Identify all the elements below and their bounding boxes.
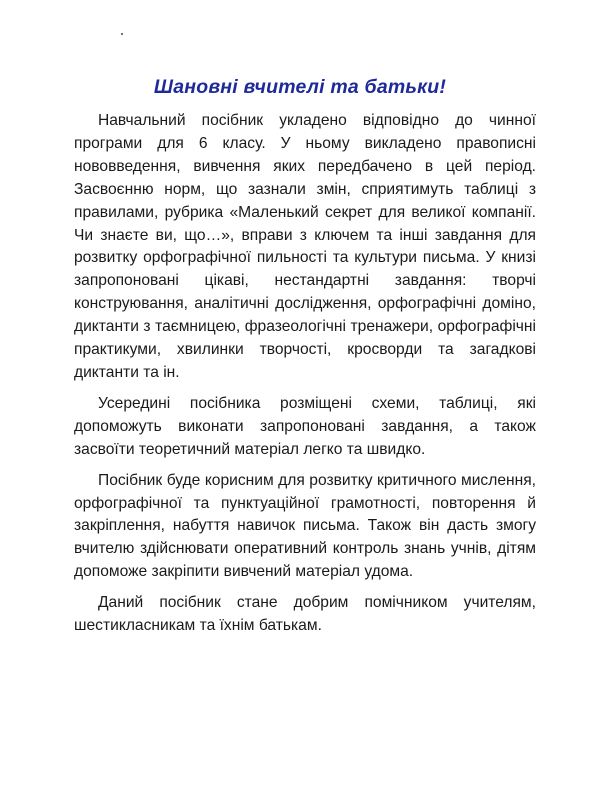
body-text: [74, 110, 536, 646]
paragraph-contents: Усередині посібника розміщені схеми, таблиці, які допоможуть виконати запропоновані завдання, а також засвоїти теоретичний матеріал легко та швидко.: [74, 394, 536, 458]
paragraph-closing: Даний посібник стане добрим помічником учителям, шестикласникам та їхнім батькам.: [74, 594, 536, 635]
paragraph-benefits: Посібник буде корисним для розвитку критичного мислення, орфографічної та пунктуаційної грамотності, повторення й закріплення, набуття навичок письма. Також він дасть змогу вчителю здійснювати оперативний контроль знань учнів, дітям допоможе закріпити вивчений матеріал удома.: [74, 471, 536, 581]
page-title: Шановні вчителі та батьки!: [153, 76, 447, 98]
scan-speck: [121, 33, 123, 35]
paragraph-intro: Навчальний посібник укладено відповідно до чинної програми для 6 класу. У ньому викладено правописні нововведення, вивчення яких передбачено в цей період. Засвоєнню норм, що зазнали змін, сприятимуть таблиці з правилами, рубрика «Маленький секрет для великої компанії. Чи знаєте ви, що…», вправи з ключем та інші завдання для розвитку орфографічної пильності та культури письма. У книзі запропоновані цікаві, нестандартні завдання: творчі конструювання, аналітичні дослідження, орфографічні доміно, диктанти з таємницею, фразеологічні тренажери, орфографічні практикуми, хвилинки творчості, кросворди та загадкові диктанти та ін.: [74, 112, 536, 381]
